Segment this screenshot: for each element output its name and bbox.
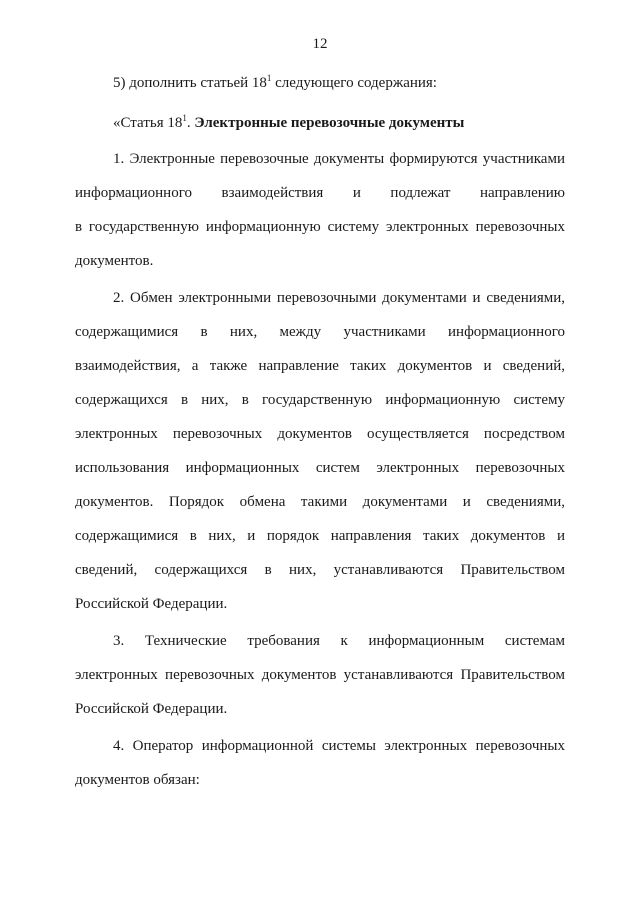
article-superscript: 1	[182, 113, 187, 123]
paragraph-4-line-2: документов обязан:	[75, 772, 200, 788]
paragraph-2-line-8: содержащимися в них, и порядок направления таких документов и	[75, 528, 565, 544]
paragraph-1-line-3: в государственную информационную систему электронных перевозочных	[75, 219, 565, 235]
article-dot: .	[186, 115, 191, 131]
paragraph-2-line-6: использования информационных систем электронных перевозочных	[75, 460, 565, 476]
paragraph-3-line-1: 3. Технические требования к информационным системам	[113, 633, 565, 649]
paragraph-2-line-1: 2. Обмен электронными перевозочными документами и сведениями,	[113, 290, 565, 306]
paragraph-2-line-5: электронных перевозочных документов осуществляется посредством	[75, 426, 565, 442]
paragraph-1-line-4: документов.	[75, 253, 154, 269]
amendment-superscript: 1	[266, 73, 272, 83]
article-title: Электронные перевозочные документы	[194, 115, 465, 131]
paragraph-2-line-3: взаимодействия, а также направление таких документов и сведений,	[75, 358, 565, 374]
amendment-prefix: 5) дополнить статьей 18	[113, 75, 267, 91]
paragraph-3-line-3: Российской Федерации.	[75, 701, 228, 717]
paragraph-1-line-2: информационного взаимодействия и подлежат направлению	[75, 185, 565, 201]
paragraph-3-line-2: электронных перевозочных документов устанавливаются Правительством	[75, 667, 565, 683]
paragraph-2-line-9: сведений, содержащихся в них, устанавливаются Правительством	[75, 562, 565, 578]
paragraph-2-line-7: документов. Порядок обмена такими документами и сведениями,	[75, 494, 565, 510]
article-heading	[113, 113, 565, 133]
amendment-line	[113, 73, 565, 93]
page-number: 12	[312, 36, 328, 52]
paragraph-2-line-2: содержащимися в них, между участниками информационного	[75, 324, 565, 340]
article-label: «Статья 18	[113, 115, 183, 131]
amendment-suffix: следующего содержания:	[271, 75, 437, 91]
paragraph-4-line-1: 4. Оператор информационной системы электронных перевозочных	[113, 738, 565, 754]
paragraph-1-line-1: 1. Электронные перевозочные документы формируются участниками	[113, 151, 565, 167]
paragraph-2-line-4: содержащихся в них, в государственную информационную систему	[75, 392, 565, 408]
paragraph-2-line-10: Российской Федерации.	[75, 596, 228, 612]
